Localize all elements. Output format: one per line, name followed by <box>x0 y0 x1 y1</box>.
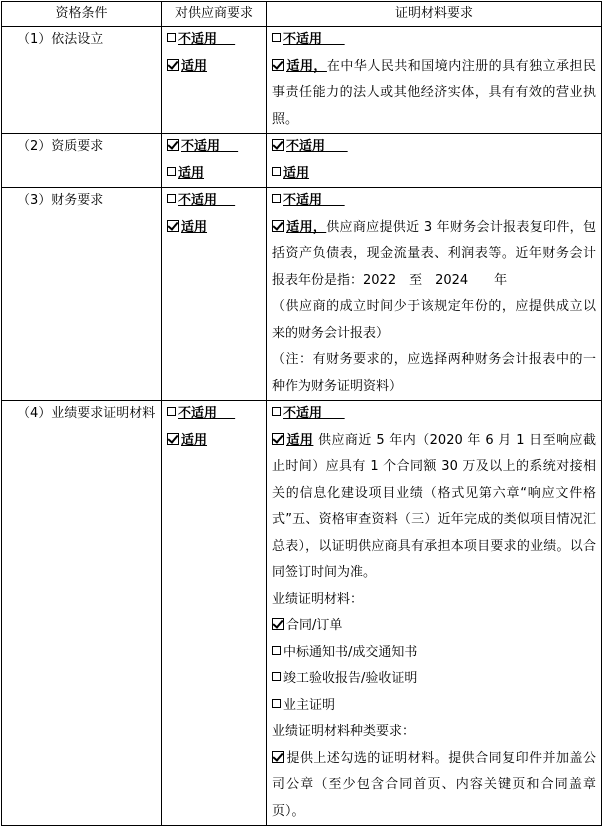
option-applicable[interactable]: 适用 <box>167 215 261 242</box>
condition-cell <box>2 188 162 401</box>
unchecked-box-icon[interactable] <box>167 194 176 203</box>
checked-box-icon[interactable] <box>272 139 284 151</box>
proof-not-applicable[interactable]: 不适用 <box>272 401 596 428</box>
type-text: 提供上述勾选的证明材料。提供合同复印件并加盖公司公章（至少包含合同首页、内容关键页和合同盖章页）。 <box>272 750 596 819</box>
option-not-applicable[interactable]: 不适用 <box>167 27 261 54</box>
header-condition: 资格条件 <box>2 2 162 27</box>
qualification-table <box>1 1 602 826</box>
proof-cell <box>267 188 602 401</box>
requirement-cell <box>162 188 267 401</box>
proof-cell <box>267 134 602 188</box>
materials-label: 业绩证明材料： <box>272 591 364 607</box>
unchecked-box-icon[interactable] <box>272 407 281 416</box>
proof-applicable-text: 适用 供应商近 5 年内（2020 年 6 月 1 日至响应截止时间）应具有 1 个合同额 30 万及以上的系统对接相关的信息化建设项目业绩（格式见第六章“响应文件格式”五、资格审查资料（三）近年完成的类似项目情况汇总表），以证明供应商具有承担本项目要求的业绩。以合同签订时间为准。 <box>272 432 596 580</box>
condition-cell <box>2 27 162 134</box>
requirement-cell <box>162 401 267 826</box>
condition-label: （4）业绩要求证明材料 <box>17 406 156 421</box>
header-requirement: 对供应商要求 <box>162 2 267 27</box>
checked-box-icon[interactable] <box>272 433 284 445</box>
option-applicable[interactable]: 适用 <box>167 54 261 81</box>
requirement-cell <box>162 27 267 134</box>
proof-cell <box>267 27 602 134</box>
proof-not-applicable[interactable]: 不适用 <box>272 134 596 161</box>
unchecked-box-icon[interactable] <box>272 646 281 655</box>
table-row <box>2 134 602 188</box>
proof-note: （注：有财务要求的，应选择两种财务会计报表中的一种作为财务证明资料） <box>272 352 596 394</box>
table-row <box>2 188 602 401</box>
option-applicable[interactable]: 适用 <box>167 428 261 455</box>
option-applicable[interactable]: 适用 <box>167 161 261 188</box>
condition-cell <box>2 401 162 826</box>
checked-box-icon[interactable] <box>272 220 284 232</box>
table-row <box>2 401 602 826</box>
proof-cell <box>267 401 602 826</box>
condition-cell <box>2 134 162 188</box>
header-proof: 证明材料要求 <box>267 2 602 27</box>
unchecked-box-icon[interactable] <box>167 33 176 42</box>
checked-box-icon[interactable] <box>167 139 179 151</box>
proof-note: （供应商的成立时间少于该规定年份的，应提供成立以来的财务会计报表） <box>272 299 596 341</box>
unchecked-box-icon[interactable] <box>272 33 281 42</box>
condition-label: （3）财务要求 <box>17 193 104 208</box>
unchecked-box-icon[interactable] <box>167 167 176 176</box>
proof-applicable-text: 适用，在中华人民共和国境内注册的具有独立承担民事责任能力的法人或其他经济实体，具有有效的营业执照。 <box>272 58 596 127</box>
requirement-cell <box>162 134 267 188</box>
unchecked-box-icon[interactable] <box>272 167 281 176</box>
option-not-applicable[interactable]: 不适用 <box>167 134 261 161</box>
checked-box-icon[interactable] <box>167 59 179 71</box>
proof-applicable-text: 适用，供应商应提供近 3 年财务会计报表复印件，包括资产负债表，现金流量表、利润表等。近年财务会计报表年份是指：2022 至 2024 年 <box>272 219 596 288</box>
condition-label: （1）依法设立 <box>17 32 104 47</box>
proof-not-applicable[interactable]: 不适用 <box>272 27 596 54</box>
type-label: 业绩证明材料种类要求： <box>272 724 416 739</box>
header-row <box>2 2 602 27</box>
option-not-applicable[interactable]: 不适用 <box>167 188 261 215</box>
proof-applicable[interactable]: 适用 <box>272 161 596 188</box>
unchecked-box-icon[interactable] <box>272 672 281 681</box>
checked-box-icon[interactable] <box>272 751 284 763</box>
option-not-applicable[interactable]: 不适用 <box>167 401 261 428</box>
table-row <box>2 27 602 134</box>
material-option-award-notice[interactable]: 中标通知书/成交通知书 <box>272 640 596 667</box>
material-option-acceptance[interactable]: 竣工验收报告/验收证明 <box>272 666 596 693</box>
unchecked-box-icon[interactable] <box>272 194 281 203</box>
checked-box-icon[interactable] <box>167 220 179 232</box>
checked-box-icon[interactable] <box>272 59 284 71</box>
material-option-contract[interactable]: 合同/订单 <box>272 613 596 640</box>
checked-box-icon[interactable] <box>272 618 284 630</box>
unchecked-box-icon[interactable] <box>272 699 281 708</box>
condition-label: （2）资质要求 <box>17 139 104 154</box>
unchecked-box-icon[interactable] <box>167 407 176 416</box>
proof-not-applicable[interactable]: 不适用 <box>272 188 596 215</box>
checked-box-icon[interactable] <box>167 433 179 445</box>
material-option-owner-cert[interactable]: 业主证明 <box>272 693 596 720</box>
